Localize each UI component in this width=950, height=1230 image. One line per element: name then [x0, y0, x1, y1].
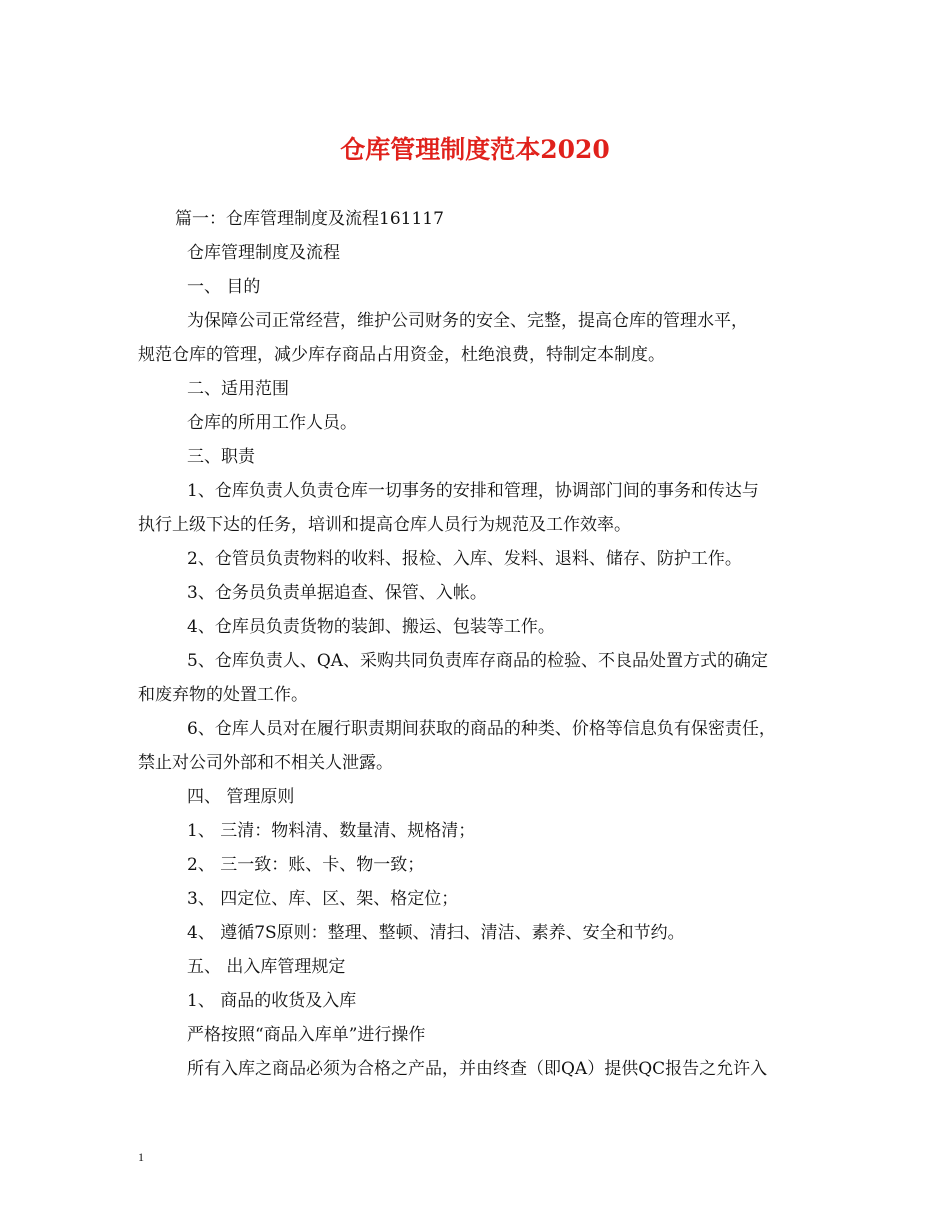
text-line: 严格按照“商品入库单”进行操作 — [187, 1025, 426, 1045]
text-line: 4、 遵循7S原则：整理、整顿、清扫、清洁、素养、安全和节约。 — [187, 923, 685, 943]
section-heading: 二、适用范围 — [187, 379, 289, 399]
text-line: 6、仓库人员对在履行职责期间获取的商品的种类、价格等信息负有保密责任， — [187, 719, 776, 739]
text-line: 4、仓库员负责货物的装卸、搬运、包装等工作。 — [187, 617, 555, 637]
section-heading: 四、 管理原则 — [187, 787, 295, 807]
text-line: 执行上级下达的任务，培训和提高仓库人员行为规范及工作效率。 — [138, 515, 631, 535]
text-line: 为保障公司正常经营，维护公司财务的安全、完整，提高仓库的管理水平， — [187, 311, 748, 331]
text-line: 2、仓管员负责物料的收料、报检、入库、发料、退料、储存、防护工作。 — [187, 549, 742, 569]
section-heading: 五、 出入库管理规定 — [187, 957, 346, 977]
text-line: 3、仓务员负责单据追查、保管、入帐。 — [187, 583, 487, 603]
text-line: 仓库的所用工作人员。 — [187, 413, 357, 433]
text-line: 5、仓库负责人、QA、采购共同负责库存商品的检验、不良品处置方式的确定 — [187, 651, 769, 671]
text-line: 禁止对公司外部和不相关人泄露。 — [138, 753, 393, 773]
text-line: 1、 三清：物料清、数量清、规格清； — [187, 821, 476, 841]
text-line: 1、 商品的收货及入库 — [187, 991, 357, 1011]
text-line: 篇一：仓库管理制度及流程161117 — [175, 209, 444, 229]
section-heading: 三、职责 — [187, 447, 255, 467]
text-line: 规范仓库的管理，减少库存商品占用资金，杜绝浪费，特制定本制度。 — [138, 345, 665, 365]
section-heading: 一、 目的 — [187, 277, 261, 297]
text-line: 2、 三一致：账、卡、物一致； — [187, 855, 425, 875]
document-title: 仓库管理制度范本2020 — [340, 135, 610, 164]
page-number: 1 — [138, 1150, 144, 1164]
text-line: 3、 四定位、库、区、架、格定位； — [187, 889, 459, 909]
text-line: 仓库管理制度及流程 — [187, 243, 340, 263]
text-line: 1、仓库负责人负责仓库一切事务的安排和管理，协调部门间的事务和传达与 — [187, 481, 759, 501]
text-line: 和废弃物的处置工作。 — [138, 685, 308, 705]
text-line: 所有入库之商品必须为合格之产品，并由终查（即QA）提供QC报告之允许入 — [187, 1059, 768, 1079]
